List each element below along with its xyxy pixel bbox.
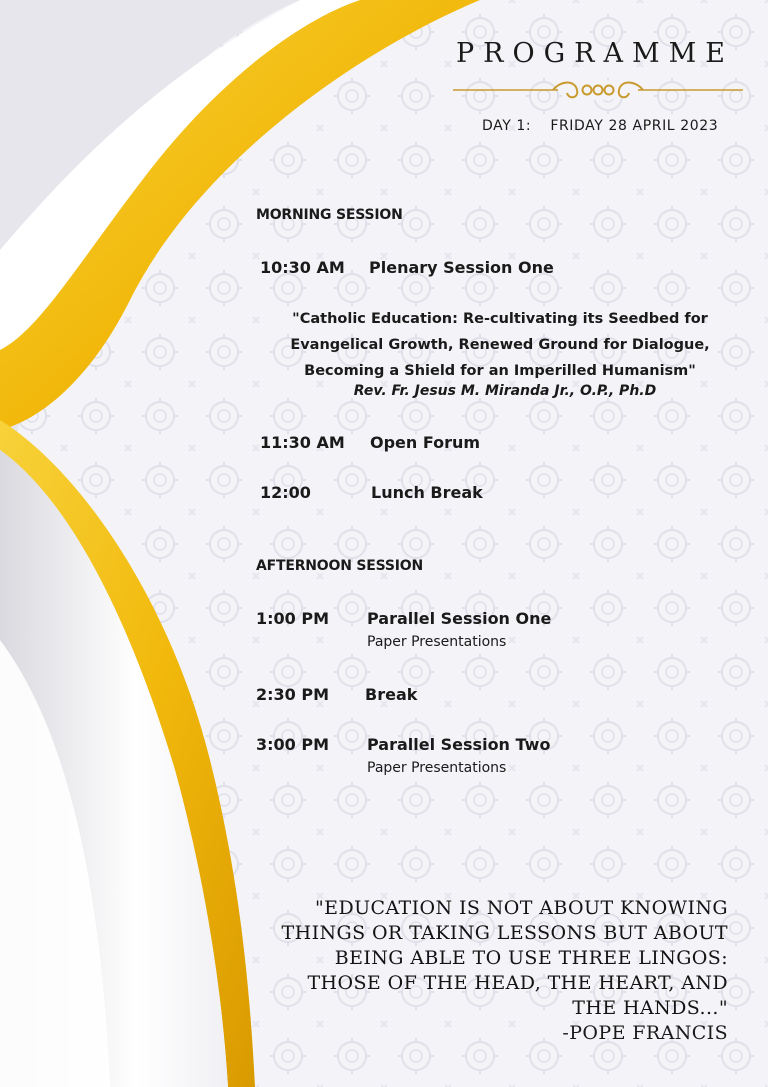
day-date: FRIDAY 28 APRIL 2023 xyxy=(550,118,719,134)
schedule-event: Open Forum xyxy=(370,433,481,452)
day-date-line xyxy=(482,118,718,134)
schedule-event: Plenary Session One xyxy=(369,258,554,277)
schedule-time: 3:00 PM xyxy=(256,735,330,754)
schedule-event: Parallel Session Two xyxy=(367,735,551,754)
morning-session-heading: MORNING SESSION xyxy=(256,207,403,223)
quote-line: THOSE OF THE HEAD, THE HEART, AND xyxy=(307,972,728,994)
lecture-title-line: Evangelical Growth, Renewed Ground for Dialogue, xyxy=(290,337,710,353)
schedule-time: 12:00 xyxy=(260,483,311,502)
page-title: PROGRAMME xyxy=(455,38,735,69)
quote-line: THE HANDS..." xyxy=(572,997,728,1019)
afternoon-session-heading: AFTERNOON SESSION xyxy=(256,558,424,574)
lecture-title-line: Becoming a Shield for an Imperilled Humanism" xyxy=(304,363,696,379)
quote-line: BEING ABLE TO USE THREE LINGOS: xyxy=(334,947,728,969)
quote-line: THINGS OR TAKING LESSONS BUT ABOUT xyxy=(281,922,728,944)
schedule-event: Parallel Session One xyxy=(367,609,552,628)
schedule-detail: Paper Presentations xyxy=(367,760,507,776)
schedule-time: 10:30 AM xyxy=(260,258,345,277)
schedule-time: 11:30 AM xyxy=(260,433,345,452)
schedule-detail: Paper Presentations xyxy=(367,634,507,650)
quote-line: "EDUCATION IS NOT ABOUT KNOWING xyxy=(315,897,728,919)
schedule-event: Lunch Break xyxy=(371,483,483,502)
lecture-title xyxy=(270,306,730,384)
quote-block xyxy=(268,896,728,1021)
lecture-title-line: "Catholic Education: Re-cultivating its Seedbed for xyxy=(292,311,708,327)
day-label: DAY 1: xyxy=(482,118,532,134)
schedule-time: 1:00 PM xyxy=(256,609,330,628)
schedule-event: Break xyxy=(365,685,418,704)
flourish-ornament-icon xyxy=(453,78,743,104)
quote-author: -POPE FRANCIS xyxy=(562,1022,728,1044)
speaker-name: Rev. Fr. Jesus M. Miranda Jr., O.P., Ph.D xyxy=(353,383,657,399)
schedule-time: 2:30 PM xyxy=(256,685,330,704)
